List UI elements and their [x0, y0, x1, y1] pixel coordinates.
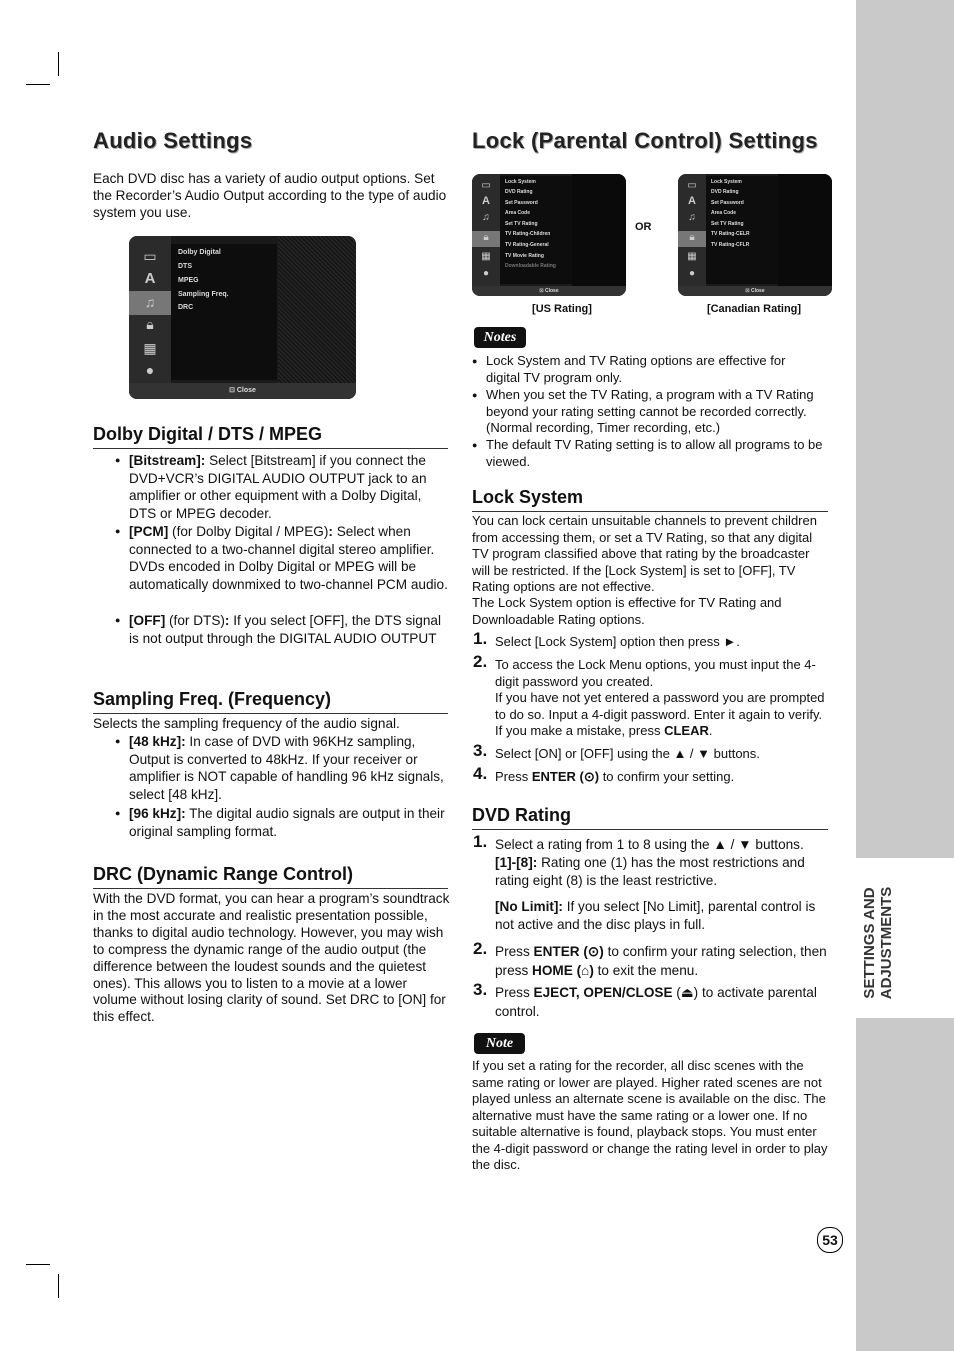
film-icon: ▦	[481, 251, 491, 262]
menu-item-sampling-freq: Sampling Freq.	[178, 291, 229, 298]
ca-item-lock-system: Lock System	[711, 179, 742, 185]
lock-step-1: 1. Select [Lock System] option then press ►.	[473, 629, 740, 649]
page-number: 53	[817, 1227, 843, 1253]
close-bar: ⊡ Close	[472, 286, 626, 296]
dolby-bullet-pcm: ● [PCM] (for Dolby Digital / MPEG): Select when connected to a two-channel digital stereo amplifier. DVDs encoded in Dolby Digital or MPEG will be automatically downmixed to two-channel PCM audio.	[115, 524, 448, 592]
dvd-rating-heading: DVD Rating	[472, 805, 828, 830]
lock-system-text: You can lock certain unsuitable channels to prevent children from accessing them, or set a TV Rating, so that any digital TV program classified above that rating by the broadcaster will be restricted. If the [Lock System] is set to [OFF], TV Rating options are not effective.	[472, 513, 817, 594]
disc-menu-icon: ▭	[143, 248, 157, 264]
audio-menu-screenshot	[129, 236, 356, 399]
lock-icon: 🔒︎	[146, 316, 154, 332]
sampling-intro: Selects the sampling frequency of the audio signal.	[93, 716, 400, 731]
note-badge: Note	[474, 1033, 525, 1054]
close-icon: ⊡	[745, 288, 751, 294]
dolby-heading: Dolby Digital / DTS / MPEG	[93, 424, 448, 449]
canadian-rating-screenshot	[678, 174, 832, 296]
us-item-tv-rating-general: TV Rating-General	[505, 242, 549, 248]
us-item-tv-rating-children: TV Rating-Children	[505, 231, 551, 237]
lock-system-heading: Lock System	[472, 487, 828, 512]
sampling-bullet-96: ● [96 kHz]: The digital audio signals are output in their original sampling format.	[115, 806, 445, 839]
menu-item-dts: DTS	[178, 263, 192, 270]
lock-step-2: 2. To access the Lock Menu options, you must input the 4-digit password you created. If you have not yet entered a password you are prompted to do so. Input a 4-digit password. Enter it again to verify. If you make a mistake, press CLEAR.	[473, 652, 825, 738]
note-item: ● Lock System and TV Rating options are effective for digital TV program only.	[472, 353, 786, 385]
notes-badge: Notes	[474, 327, 526, 348]
dvd-step-3: 3. Press EJECT, OPEN/CLOSE (⏏) to activate parental control.	[473, 980, 817, 1019]
audio-settings-title: Audio Settings	[93, 128, 253, 153]
audio-icon: ♫	[144, 294, 156, 310]
us-item-lock-system: Lock System	[505, 179, 536, 185]
language-icon: A	[482, 195, 490, 207]
sampling-bullet-48: ● [48 kHz]: In case of DVD with 96KHz sampling, Output is converted to 48kHz. If your receiver or amplifier is NOT capable of handling 96 kHz signals, select [48 kHz].	[115, 734, 444, 802]
disc-icon: ●	[482, 268, 490, 279]
audio-intro: Each DVD disc has a variety of audio output options. Set the Recorder’s Audio Output according to the type of audio system you use.	[93, 171, 447, 220]
canadian-rating-caption: [Canadian Rating]	[706, 303, 802, 315]
or-label: OR	[635, 221, 652, 233]
audio-icon: ♫	[482, 212, 490, 223]
lock-system-text-2: The Lock System option is effective for TV Rating and Downloadable Rating options.	[472, 595, 782, 627]
lock-settings-title: Lock (Parental Control) Settings	[472, 128, 818, 153]
film-icon: ▦	[687, 251, 697, 262]
note-item: ● The default TV Rating setting is to allow all programs to be viewed.	[472, 437, 823, 469]
lock-step-3: 3. Select [ON] or [OFF] using the ▲ / ▼ buttons.	[473, 741, 760, 761]
dvd-step-2: 2. Press ENTER (⊙) to confirm your rating selection, then press HOME (⌂) to exit the menu.	[473, 939, 827, 978]
language-icon: A	[688, 195, 696, 207]
sidebar	[856, 0, 954, 1351]
sidebar-label: SETTINGS AND ADJUSTMENTS	[861, 886, 895, 1000]
dvd-step-1: 1. Select a rating from 1 to 8 using the ▲ / ▼ buttons. [1]-[8]: Rating one (1) has the most restrictions and rating eight (8) is the least restrictive. [No Limit]: If you select [No Limit], parental control is not active and the disc plays in full.	[473, 832, 816, 932]
ca-item-set-password: Set Password	[711, 200, 744, 206]
lock-icon: 🔒︎	[689, 232, 695, 243]
us-item-dvd-rating: DVD Rating	[505, 189, 533, 195]
note-text: If you set a rating for the recorder, all disc scenes with the same rating or lower are played. Higher rated scenes are not played unless an alternate scene is available on the disc. The alternative must have the same rating or a lower one. If no suitable alternative is found, playback stops. You must enter the 4-digit password or change the rating level in order to play the disc.	[472, 1058, 828, 1172]
ca-item-tv-rating-celr: TV Rating-CELR	[711, 231, 750, 237]
lock-step-4: 4. Press ENTER (⊙) to confirm your setting.	[473, 764, 735, 784]
menu-item-drc: DRC	[178, 304, 194, 311]
menu-item-dolby-digital: Dolby Digital	[178, 249, 221, 256]
disc-icon: ●	[688, 268, 696, 279]
us-item-area-code: Area Code	[505, 210, 531, 216]
film-icon: ▦	[143, 340, 157, 356]
ca-item-area-code: Area Code	[711, 210, 737, 216]
audio-icon: ♫	[688, 212, 696, 223]
us-item-tv-movie-rating: TV Movie Rating	[505, 253, 544, 259]
close-bar: ⊡ Close	[678, 286, 832, 296]
us-rating-caption: [US Rating]	[532, 303, 592, 315]
dolby-bullet-off: ● [OFF] (for DTS): If you select [OFF], the DTS signal is not output through the DIGITAL AUDIO OUTPUT	[115, 613, 441, 646]
disc-menu-icon: ▭	[687, 180, 697, 191]
close-icon: ⊡	[539, 288, 545, 294]
language-icon: A	[144, 270, 156, 287]
drc-text: With the DVD format, you can hear a program’s soundtrack in the most accurate and realistic presentation possible, thanks to digital audio technology. However, you may wish to compress the dynamic range of the audio output (the difference between the loudest sounds and the quietest ones). This allows you to listen to a movie at a lower volume without losing clarity of sound. Set DRC to [ON] for this effect.	[93, 891, 450, 1025]
menu-item-mpeg: MPEG	[178, 277, 199, 284]
sampling-heading: Sampling Freq. (Frequency)	[93, 689, 448, 714]
ca-item-tv-rating-cflr: TV Rating-CFLR	[711, 242, 750, 248]
close-icon: ⊡	[229, 387, 237, 394]
ca-item-dvd-rating: DVD Rating	[711, 189, 739, 195]
drc-heading: DRC (Dynamic Range Control)	[93, 864, 448, 889]
note-item: ● When you set the TV Rating, a program with a TV Rating beyond your rating setting cannot be recorded correctly. (Normal recording, Timer recording, etc.)	[472, 387, 814, 435]
us-item-set-password: Set Password	[505, 200, 538, 206]
disc-icon: ●	[145, 362, 155, 378]
close-bar: ⊡ Close	[129, 383, 356, 399]
dolby-bullet-bitstream: ● [Bitstream]: Select [Bitstream] if you connect the DVD+VCR’s DIGITAL AUDIO OUTPUT jack to an amplifier or other equipment with a Dolby Digital, DTS or MPEG decoder.	[115, 453, 427, 521]
us-item-set-tv-rating: Set TV Rating	[505, 221, 538, 227]
disc-menu-icon: ▭	[481, 180, 491, 191]
ca-item-set-tv-rating: Set TV Rating	[711, 221, 744, 227]
us-item-downloadable-rating: Downloadable Rating	[505, 263, 556, 269]
lock-icon: 🔒︎	[483, 232, 489, 243]
us-rating-screenshot	[472, 174, 626, 296]
